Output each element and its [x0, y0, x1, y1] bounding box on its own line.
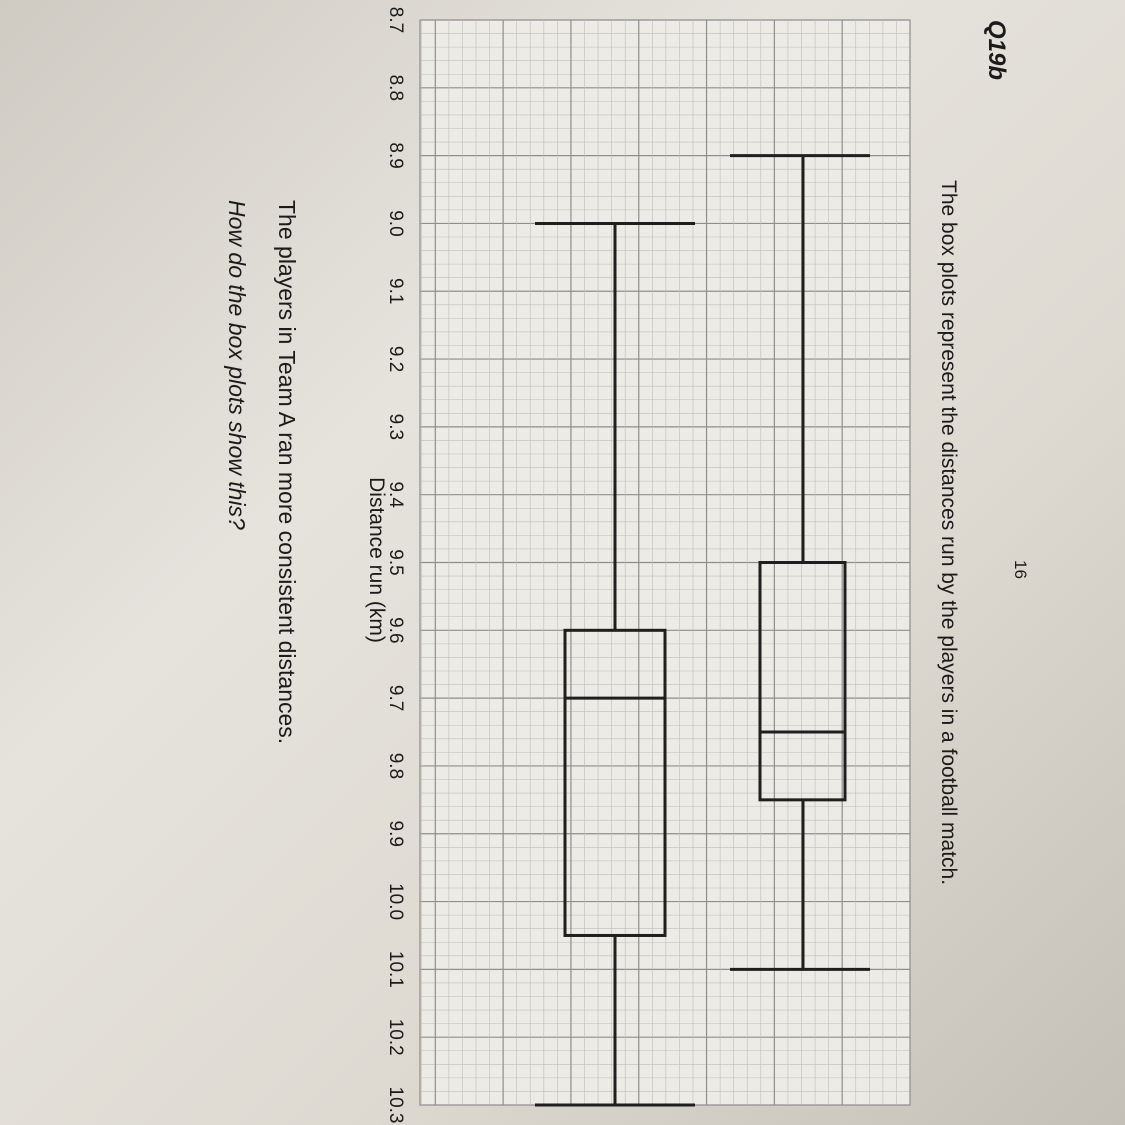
x-tick-label: 10.1 [385, 950, 406, 988]
page-number: 16 [1011, 560, 1030, 579]
x-tick-label: 8.9 [385, 142, 406, 169]
rotated-page [150, 0, 1050, 1125]
x-tick-label: 9.5 [385, 549, 406, 576]
x-tick-label: 9.3 [385, 413, 406, 441]
x-tick-labels [385, 7, 406, 1124]
x-tick-label: 10.3 [385, 1086, 406, 1124]
x-tick-label: 9.9 [385, 820, 406, 847]
x-axis-title: Distance run (km) [365, 477, 388, 643]
x-tick-label: 9.8 [385, 752, 406, 780]
x-tick-label: 9.4 [385, 481, 406, 508]
question-text: How do the box plots show this? [224, 200, 250, 530]
statement-text: The players in Team A ran more consistent distances. [274, 200, 300, 745]
x-tick-label: 9.2 [385, 345, 406, 373]
x-tick-label: 8.7 [385, 6, 406, 34]
question-ref: Q19b [983, 20, 1010, 81]
intro-text: The box plots represent the distances run by the players in a football match. [937, 180, 960, 886]
x-tick-label: 10.0 [385, 883, 406, 921]
x-tick-label: 10.2 [385, 1018, 406, 1056]
x-tick-label: 9.7 [385, 684, 406, 712]
x-tick-label: 9.1 [385, 278, 406, 305]
x-tick-label: 8.8 [385, 74, 406, 102]
x-tick-label: 9.6 [385, 617, 406, 644]
x-tick-label: 9.0 [385, 210, 406, 237]
